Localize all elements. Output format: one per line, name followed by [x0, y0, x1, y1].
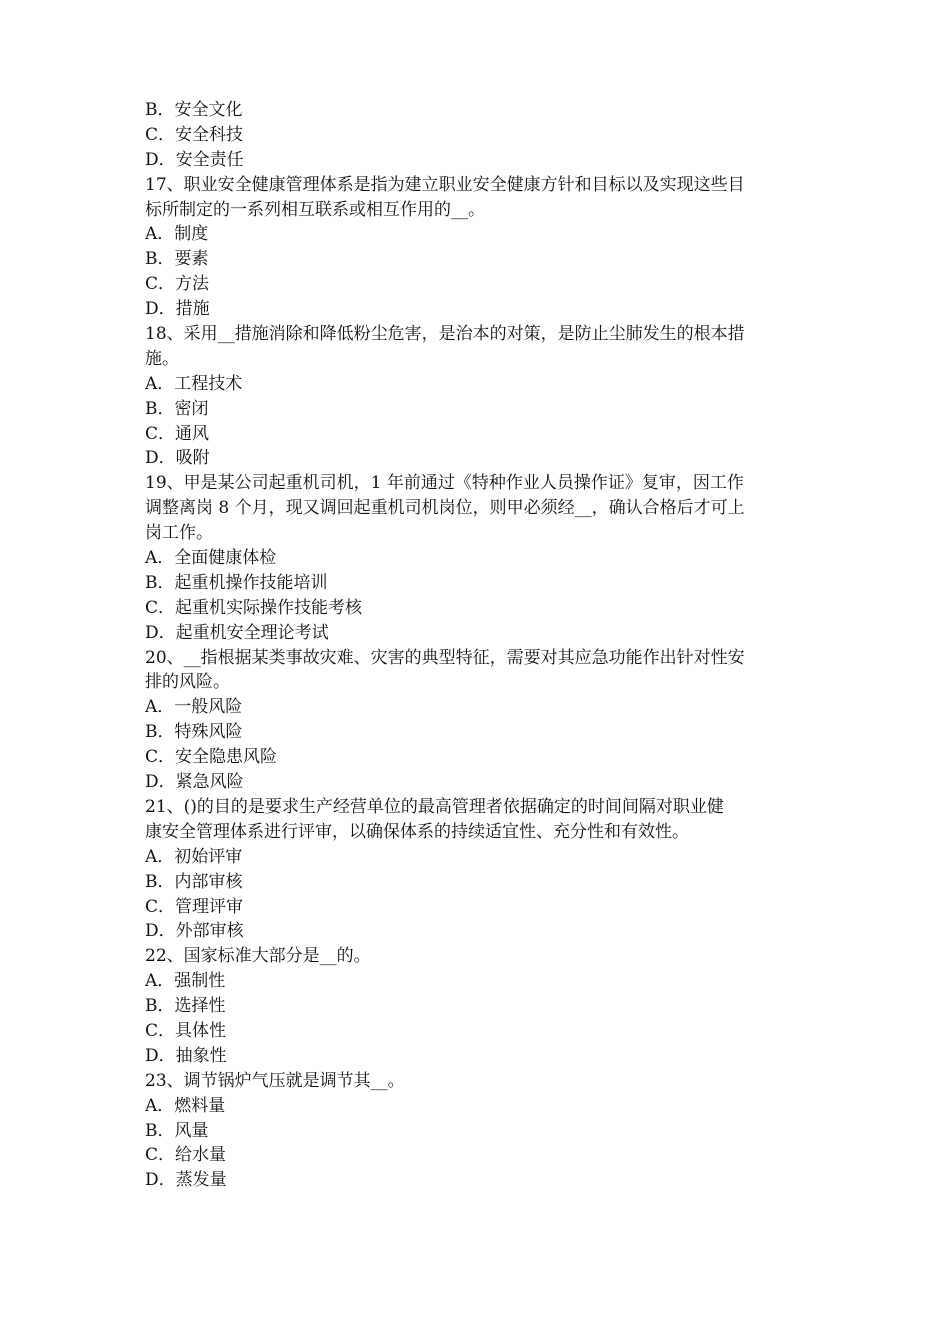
text-line: 19、甲是某公司起重机司机，1 年前通过《特种作业人员操作证》复审，因工作	[145, 473, 744, 494]
text-line: B．要素	[145, 249, 209, 270]
text-line: 17、职业安全健康管理体系是指为建立职业安全健康方针和目标以及实现这些目	[145, 174, 745, 195]
text-line: 岗工作。	[145, 523, 213, 544]
text-line: A．全面健康体检	[145, 548, 277, 569]
text-line: D．起重机安全理论考试	[145, 622, 329, 643]
text-line: 22、国家标准大部分是__的。	[145, 946, 371, 967]
text-line: A．一般风险	[145, 697, 243, 718]
text-line: C．给水量	[145, 1145, 227, 1166]
text-line: B．密闭	[145, 398, 209, 419]
text-line: D．蒸发量	[145, 1170, 227, 1191]
text-line: C．管理评审	[145, 896, 244, 917]
text-line: A．初始评审	[145, 846, 243, 867]
text-line: D．措施	[145, 299, 210, 320]
text-line: 调整离岗 8 个月，现又调回起重机司机岗位，则甲必须经__，确认合格后才可上	[145, 498, 745, 519]
text-line: 21、()的目的是要求生产经营单位的最高管理者依据确定的时间间隔对职业健	[145, 796, 724, 817]
text-line: 20、__指根据某类事故灾难、灾害的典型特征，需要对其应急功能作出针对性安	[145, 647, 745, 668]
text-line: 18、采用__措施消除和降低粉尘危害，是治本的对策，是防止尘肺发生的根本措	[145, 324, 745, 345]
text-line: D．安全责任	[145, 149, 244, 170]
text-line: C．安全隐患风险	[145, 747, 278, 768]
text-line: D．吸附	[145, 448, 210, 469]
text-line: D．抽象性	[145, 1045, 227, 1066]
text-line: 排的风险。	[145, 672, 230, 693]
text-line: B．风量	[145, 1120, 209, 1141]
text-line: C．安全科技	[145, 124, 244, 145]
text-line: A．工程技术	[145, 373, 243, 394]
text-line: 施。	[145, 348, 179, 369]
text-line: A．制度	[145, 224, 209, 245]
text-line: B．内部审核	[145, 871, 243, 892]
text-line: C．方法	[145, 274, 210, 295]
text-line: B．安全文化	[145, 100, 243, 120]
text-line: C．具体性	[145, 1020, 227, 1041]
text-line: 标所制定的一系列相互联系或相互作用的__。	[145, 199, 485, 220]
text-line: D．外部审核	[145, 921, 244, 942]
text-line: 23、调节锅炉气压就是调节其__。	[145, 1070, 405, 1091]
text-line: C．起重机实际操作技能考核	[145, 597, 363, 618]
text-line: D．紧急风险	[145, 772, 244, 793]
text-line: B．起重机操作技能培训	[145, 572, 328, 593]
text-line: B．特殊风险	[145, 722, 243, 743]
text-line: 康安全管理体系进行评审，以确保体系的持续适宜性、充分性和有效性。	[145, 821, 689, 842]
text-line: C．通风	[145, 423, 210, 444]
text-line: B．选择性	[145, 996, 226, 1017]
text-line: A．燃料量	[145, 1095, 226, 1116]
document-page	[145, 98, 813, 1193]
text-line: A．强制性	[145, 971, 226, 992]
